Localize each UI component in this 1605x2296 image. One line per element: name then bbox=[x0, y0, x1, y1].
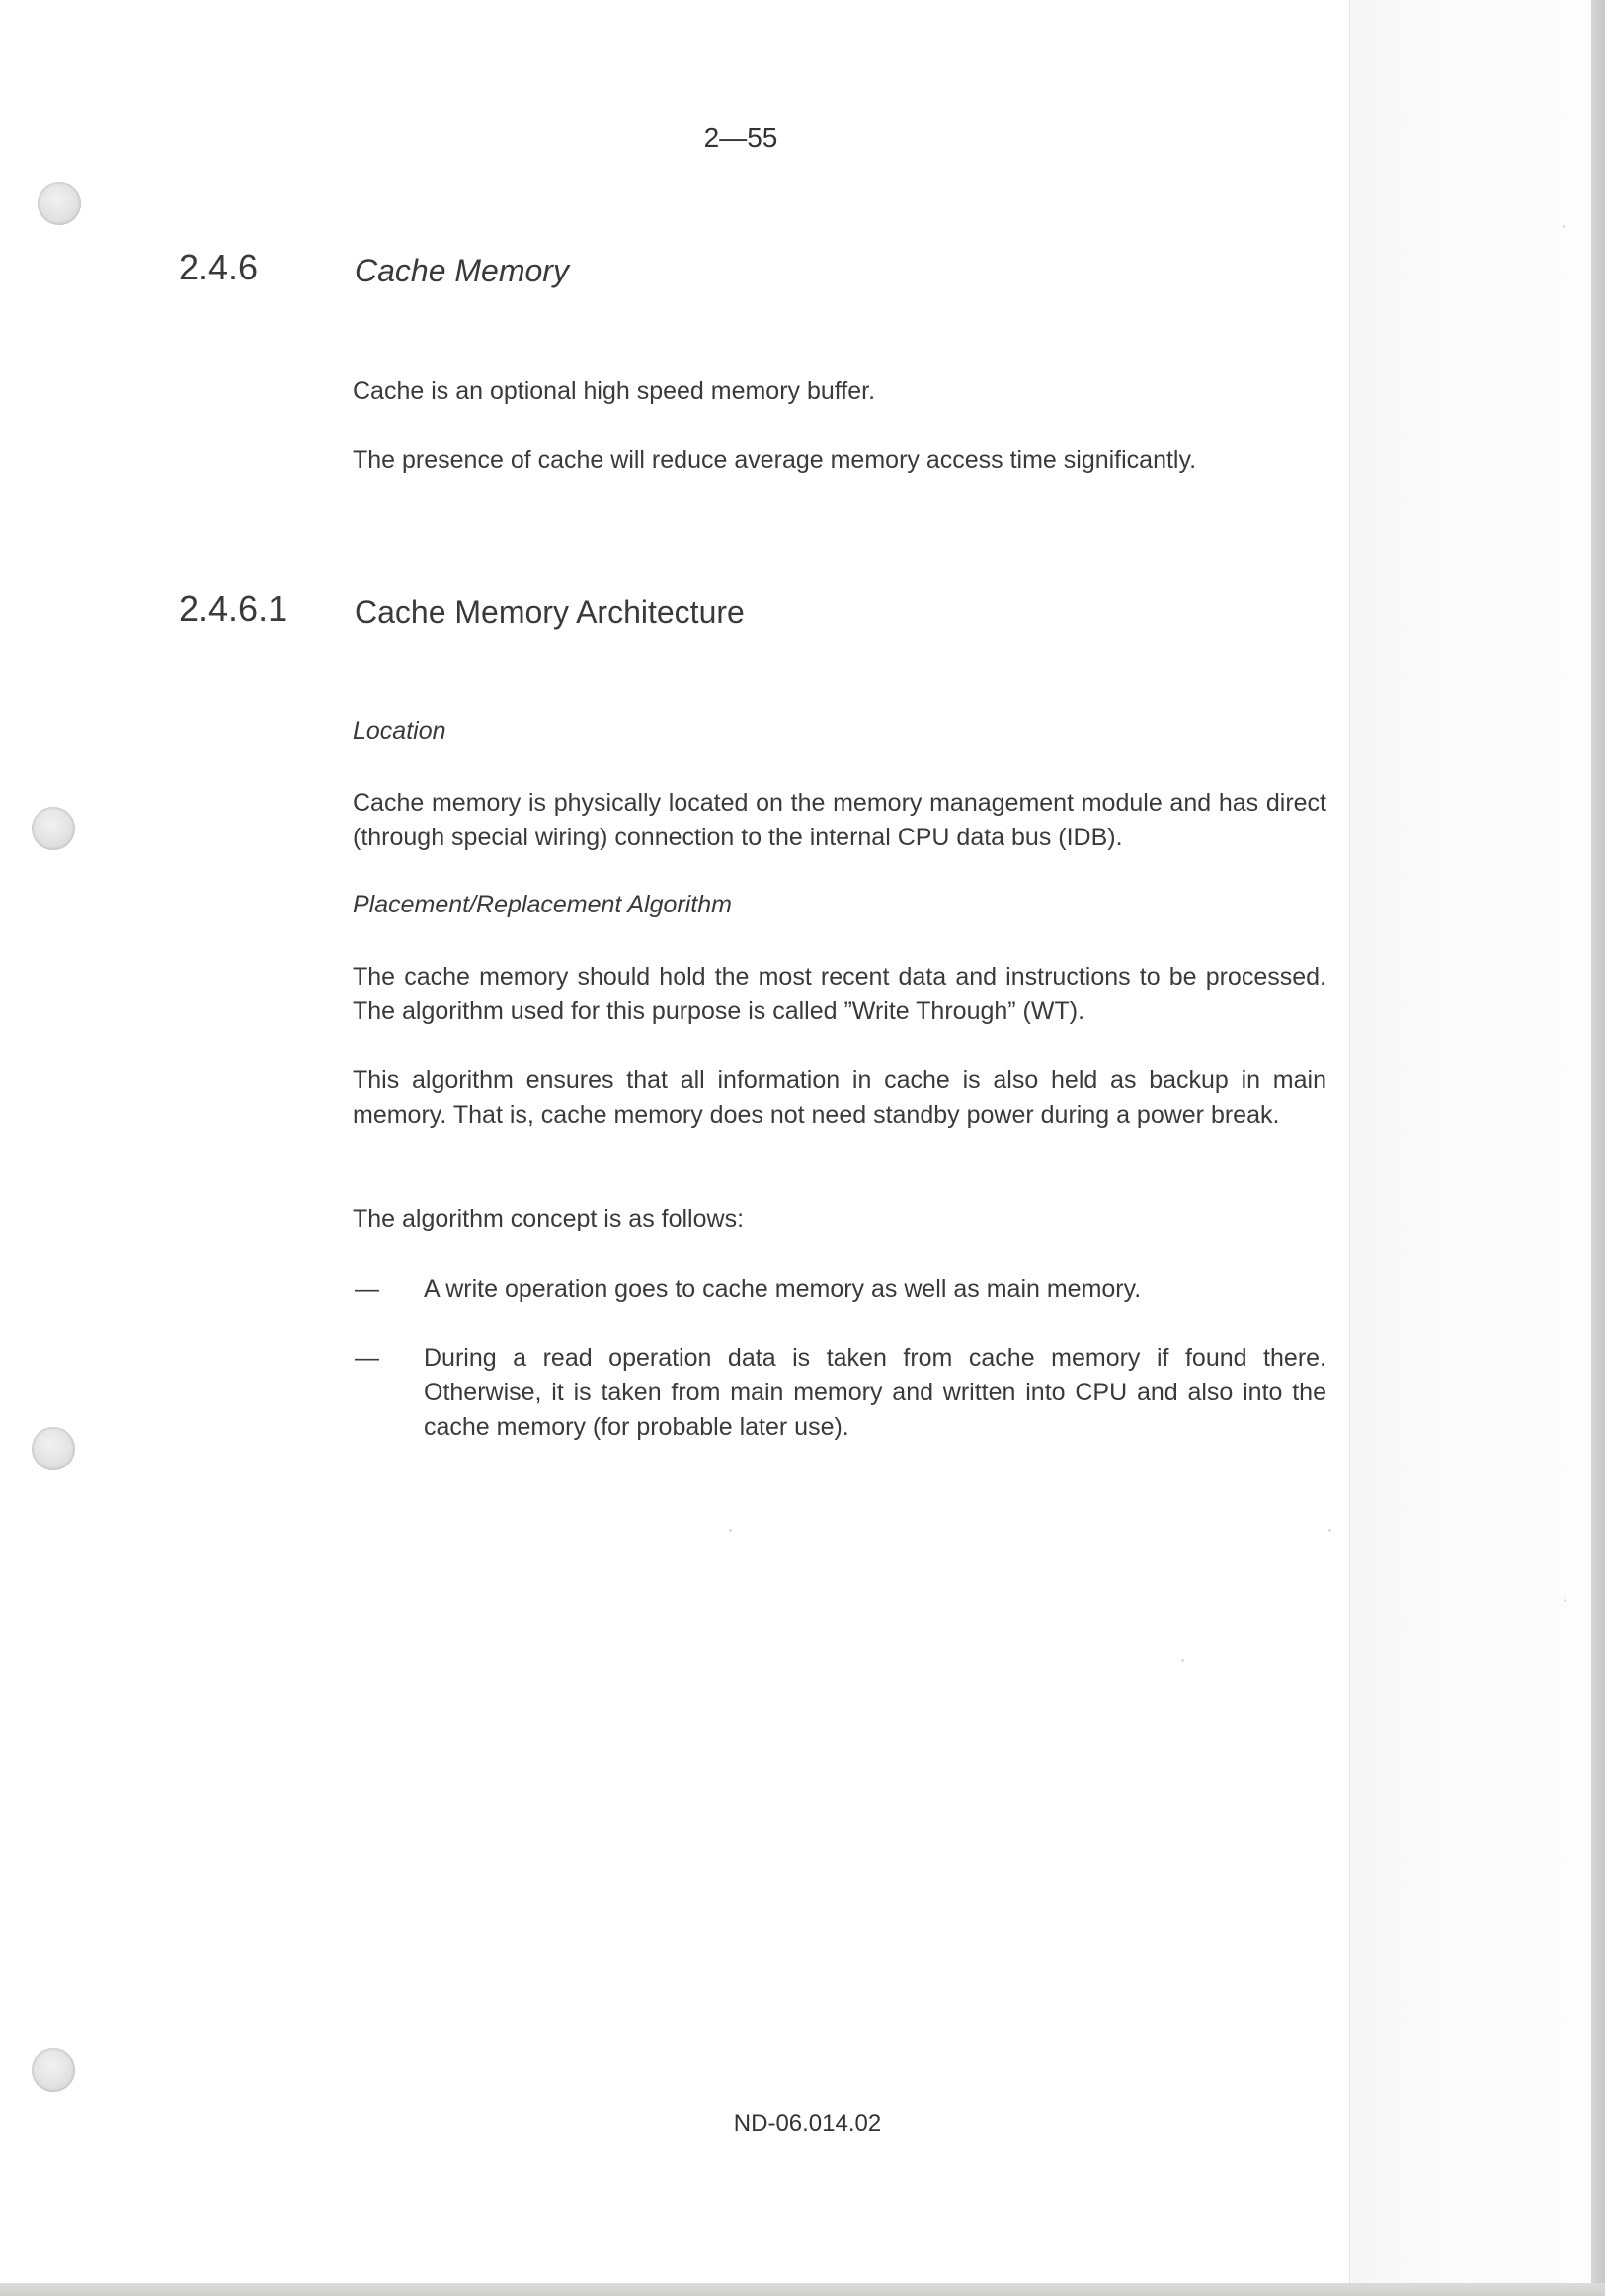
scan-speck bbox=[1181, 1659, 1184, 1662]
section-number: 2.4.6 bbox=[179, 247, 259, 287]
bullet-dash: — bbox=[355, 1275, 379, 1303]
scan-speck bbox=[1563, 225, 1565, 228]
algorithm-heading: Placement/Replacement Algorithm bbox=[353, 891, 732, 918]
section-title: Cache Memory bbox=[355, 253, 569, 288]
bullet-dash: — bbox=[355, 1344, 379, 1372]
binder-hole bbox=[32, 2048, 75, 2092]
list-item: During a read operation data is taken from cache memory if found there. Otherwise, it is taken from main memory and written into CPU and also into the cache memory (for probable later use). bbox=[424, 1344, 1326, 1441]
subsection-title: Cache Memory Architecture bbox=[355, 594, 745, 630]
scanner-edge-bottom bbox=[0, 2283, 1605, 2296]
page-edge-shadow bbox=[1349, 0, 1592, 2296]
binder-hole bbox=[32, 1427, 75, 1470]
binder-hole bbox=[32, 807, 75, 850]
paragraph: The presence of cache will reduce average memory access time significantly. bbox=[353, 446, 1197, 474]
paragraph: Cache is an optional high speed memory buffer. bbox=[353, 377, 876, 405]
page-number: 2—55 bbox=[703, 122, 778, 153]
scan-speck bbox=[1564, 1599, 1566, 1602]
binder-hole bbox=[38, 182, 81, 225]
scan-speck bbox=[1328, 1529, 1331, 1532]
algorithm-paragraph: This algorithm ensures that all information in cache is also held as backup in main memory. That is, cache memory does not need standby power during a power break. bbox=[353, 1067, 1326, 1129]
algorithm-paragraph: The cache memory should hold the most recent data and instructions to be processed. The algorithm used for this purpose is called ”Write Through” (WT). bbox=[353, 963, 1326, 1025]
list-item: A write operation goes to cache memory as well as main memory. bbox=[424, 1275, 1142, 1303]
location-heading: Location bbox=[353, 717, 446, 745]
algorithm-paragraph: The algorithm concept is as follows: bbox=[353, 1205, 745, 1232]
scan-speck bbox=[729, 1529, 732, 1532]
subsection-number: 2.4.6.1 bbox=[179, 589, 288, 629]
scanner-edge-right bbox=[1591, 0, 1605, 2296]
location-paragraph: Cache memory is physically located on the memory management module and has direct (through special wiring) connection to the internal CPU data bus (IDB). bbox=[353, 789, 1326, 851]
document-code: ND-06.014.02 bbox=[733, 2110, 882, 2137]
